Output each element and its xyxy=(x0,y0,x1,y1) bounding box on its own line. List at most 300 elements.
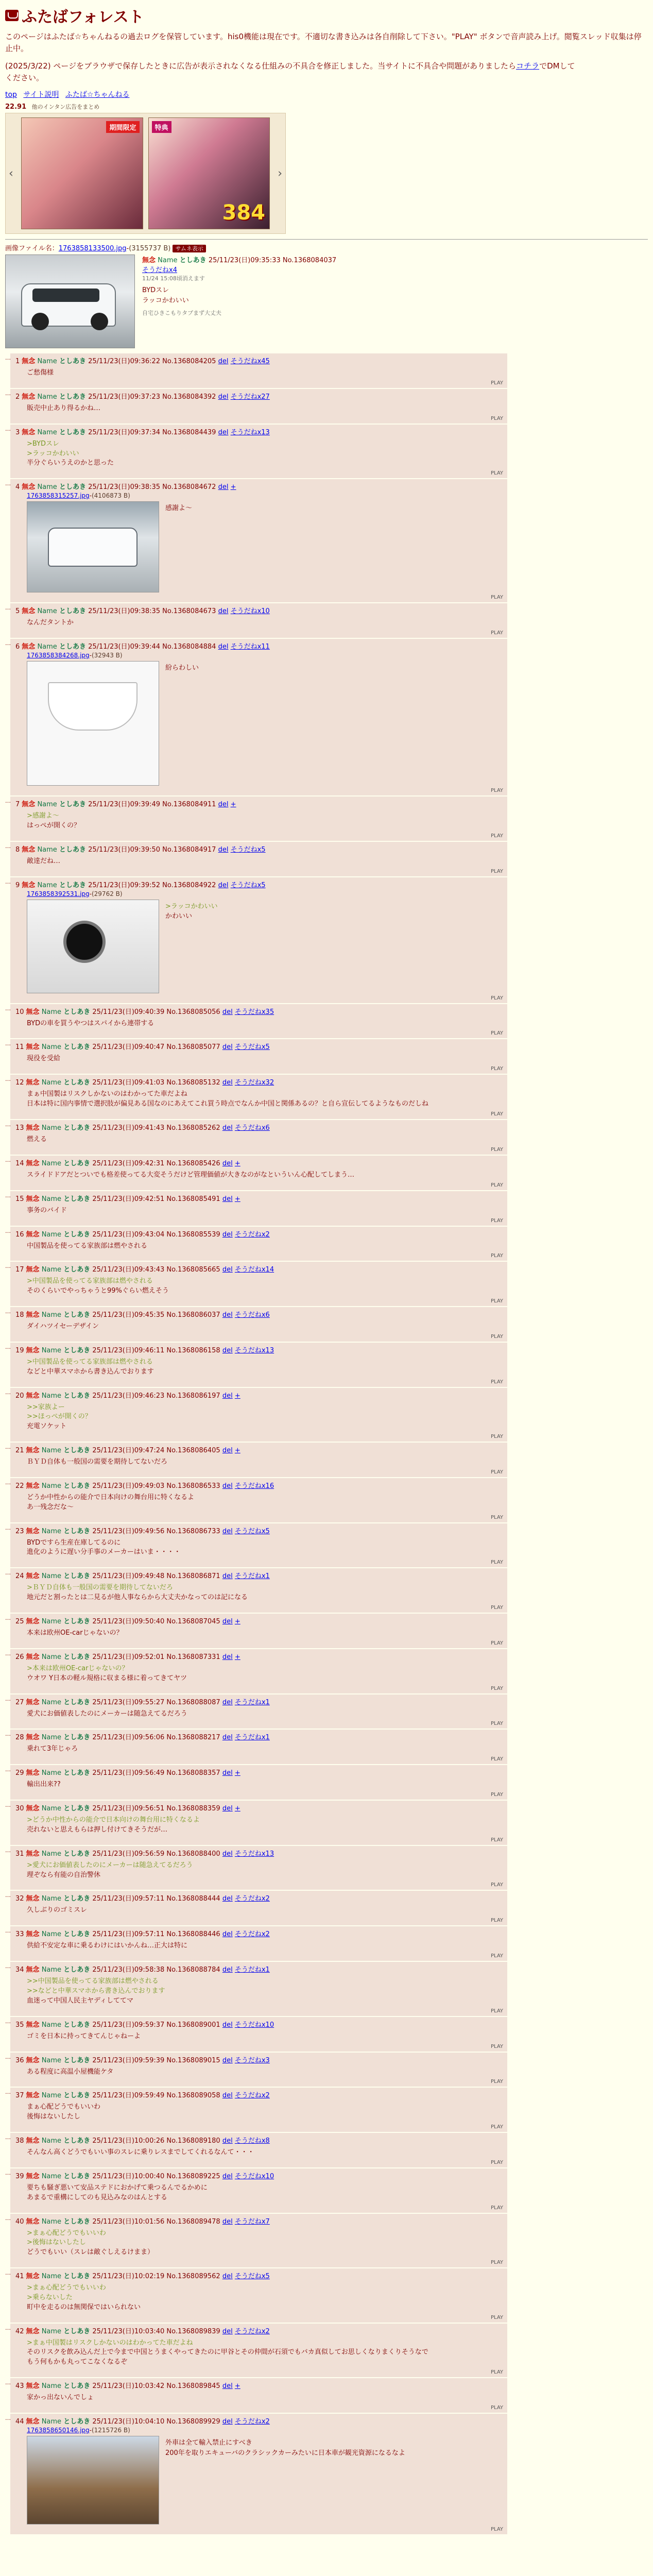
notice-line: (2025/3/22) ページをブラウザで保存したときに広告が表示されなくなる仕組みの不具合を修正しました。当サイトに不具合や問題がありましたらコチラでDMして xyxy=(5,61,575,71)
play-button[interactable]: PLAY xyxy=(490,1253,503,1259)
reply-header xyxy=(15,391,503,401)
play-button[interactable]: PLAY xyxy=(490,2260,503,2266)
reply-name: Name としあき xyxy=(41,1805,91,1813)
soda-button[interactable]: + xyxy=(234,1392,240,1400)
play-button[interactable]: PLAY xyxy=(490,1640,503,1646)
soda-button[interactable]: そうだねx5 xyxy=(230,881,266,889)
quote-line: >ラッコかわいい xyxy=(27,449,79,457)
reply-number: 7 xyxy=(15,801,20,809)
soda-button[interactable]: + xyxy=(234,1195,240,1203)
del-link[interactable]: del xyxy=(218,483,229,492)
play-button[interactable]: PLAY xyxy=(490,1298,503,1304)
reply-date: 25/11/23(日)10:02:19 No.1368089562 xyxy=(92,2273,220,2281)
del-link[interactable]: del xyxy=(222,1230,233,1239)
play-button[interactable]: PLAY xyxy=(490,868,503,874)
reply-body xyxy=(27,1403,503,1432)
reply-number: 8 xyxy=(15,845,20,854)
del-link[interactable]: del xyxy=(222,2137,233,2145)
reply-box xyxy=(10,1614,507,1648)
reply-date: 25/11/23(日)10:04:10 No.1368089929 xyxy=(92,2418,220,2426)
play-button[interactable]: PLAY xyxy=(490,1066,503,1072)
body-line: 血迷って中国人民主ヤディしててマ xyxy=(27,1996,133,2005)
play-button[interactable]: PLAY xyxy=(490,2124,503,2130)
del-link[interactable]: del xyxy=(222,1266,233,1274)
reply-subject: 無念 xyxy=(22,881,36,889)
ad-image[interactable] xyxy=(148,117,270,229)
reply-marker: … xyxy=(5,1388,11,1396)
reply-thumbnail[interactable] xyxy=(27,900,159,993)
del-link[interactable]: del xyxy=(218,358,229,365)
play-button[interactable]: PLAY xyxy=(490,1182,503,1188)
reply-box xyxy=(10,479,507,602)
soda-button[interactable]: そうだねx1 xyxy=(234,1572,270,1581)
reply-name: Name としあき xyxy=(41,1769,91,1777)
reply-file-line: 1763858392531.jpg-(29762 B) xyxy=(27,890,123,897)
play-button[interactable]: PLAY xyxy=(490,1560,503,1566)
reply-header xyxy=(15,1158,503,1167)
quote-line: >まぁ中国製はリスクしかないのはわかってた車だよね xyxy=(27,2338,193,2347)
quote-line: >中国製品を使ってる家族部は燃やされる xyxy=(27,1358,153,1366)
del-link[interactable]: del xyxy=(218,881,229,889)
ad-image[interactable] xyxy=(21,117,143,229)
reply-date: 25/11/23(日)09:58:38 No.1368088784 xyxy=(92,1966,220,1974)
soda-button[interactable]: + xyxy=(230,483,236,492)
reply-subject: 無念 xyxy=(26,1195,40,1203)
soda-button[interactable]: + xyxy=(230,801,236,809)
reply-subject: 無念 xyxy=(26,2092,40,2100)
reply-header xyxy=(15,1570,503,1580)
reply-box xyxy=(10,1191,507,1226)
soda-button[interactable]: そうだねx4 xyxy=(142,266,177,274)
soda-button[interactable]: そうだねx35 xyxy=(234,1008,274,1016)
play-button[interactable]: PLAY xyxy=(490,1953,503,1959)
reply-marker: … xyxy=(5,2415,11,2421)
reply-date: 25/11/23(日)09:47:24 No.1368086405 xyxy=(92,1447,220,1455)
reply xyxy=(5,796,648,841)
reply-box xyxy=(10,1039,507,1074)
play-button[interactable]: PLAY xyxy=(490,1434,503,1440)
soda-button[interactable]: + xyxy=(234,1159,240,1167)
soda-button[interactable]: + xyxy=(234,2382,240,2391)
soda-button[interactable]: そうだねx8 xyxy=(234,2137,270,2145)
reply-body xyxy=(165,2436,405,2524)
reply-date: 25/11/23(日)09:39:50 No.1368084917 xyxy=(88,845,216,854)
soda-button[interactable]: そうだねx16 xyxy=(234,1482,274,1490)
soda-button[interactable]: そうだねx5 xyxy=(234,1527,270,1535)
reply-box xyxy=(10,1004,507,1039)
reply-date: 25/11/23(日)09:38:35 No.1368084673 xyxy=(88,607,216,616)
reply-name: Name としあき xyxy=(41,1008,91,1016)
soda-button[interactable]: そうだねx5 xyxy=(230,845,266,854)
play-button[interactable]: PLAY xyxy=(490,1918,503,1924)
del-link[interactable]: del xyxy=(222,1572,233,1581)
play-button[interactable]: PLAY xyxy=(490,1217,503,1224)
reply xyxy=(5,1343,648,1387)
attachment-text: 紛らわしい xyxy=(165,664,199,672)
reply-header xyxy=(15,1077,503,1087)
reply-subject: 無念 xyxy=(26,1698,40,1706)
del-link[interactable]: del xyxy=(222,1895,233,1903)
reply-subject: 無念 xyxy=(22,845,36,854)
soda-button[interactable]: そうだねx6 xyxy=(234,1311,270,1319)
reply-subject: 無念 xyxy=(26,2382,40,2391)
del-link[interactable]: del xyxy=(222,2172,233,2180)
soda-button[interactable]: そうだねx10 xyxy=(234,2172,274,2180)
del-link[interactable]: del xyxy=(222,2021,233,2029)
reply-marker: … xyxy=(5,1005,11,1012)
quote-line: >どうか中性からの能介で日本向けの舞台用に特くなるよ xyxy=(27,1816,200,1824)
soda-button[interactable]: そうだねx2 xyxy=(234,1895,270,1903)
reply-header xyxy=(15,2171,503,2180)
play-button[interactable]: PLAY xyxy=(490,1379,503,1385)
del-link[interactable]: del xyxy=(222,2056,233,2064)
soda-button[interactable]: + xyxy=(234,1653,240,1661)
reply-header xyxy=(15,2326,503,2335)
reply-subject: 無念 xyxy=(26,2172,40,2180)
site-title[interactable]: ふたばフォレスト xyxy=(22,8,144,26)
del-link[interactable]: del xyxy=(222,1043,233,1052)
soda-button[interactable]: そうだねx13 xyxy=(234,1850,274,1858)
soda-button[interactable]: そうだねx14 xyxy=(234,1266,274,1274)
reply-file-link[interactable]: 1763858392531.jpg xyxy=(27,890,90,897)
wheel-shape xyxy=(31,313,49,330)
play-button[interactable]: PLAY xyxy=(490,1792,503,1798)
ad-count: 22.91 他のインタン広告をまとめ xyxy=(5,103,100,111)
del-link[interactable]: del xyxy=(222,1698,233,1706)
reply-box xyxy=(10,2133,507,2167)
reply-number: 2 xyxy=(15,393,20,401)
reply xyxy=(5,1307,648,1342)
body-line: 燃える xyxy=(27,1135,47,1143)
nav-about-link[interactable]: サイト説明 xyxy=(23,91,59,99)
del-link[interactable]: del xyxy=(222,1392,233,1400)
del-link[interactable]: del xyxy=(222,1447,233,1455)
reply-name: Name としあき xyxy=(41,1124,91,1132)
reply-marker: … xyxy=(5,842,11,850)
del-link[interactable]: del xyxy=(222,1618,233,1625)
reply-header xyxy=(15,1264,503,1274)
del-link[interactable]: del xyxy=(222,1195,233,1203)
body-line: 地元だと割ったとは二見るが他人事ならから大丈夫かなってのは記になる xyxy=(27,1594,248,1602)
play-button[interactable]: PLAY xyxy=(490,470,503,477)
soda-button[interactable]: そうだねx13 xyxy=(234,1346,274,1354)
reply-number: 10 xyxy=(15,1008,24,1016)
soda-button[interactable]: そうだねx2 xyxy=(234,2327,270,2335)
reply-marker: … xyxy=(5,425,11,432)
del-link[interactable]: del xyxy=(222,1482,233,1490)
reply xyxy=(5,1478,648,1522)
reply-attachment xyxy=(27,501,503,592)
reply-date: 25/11/23(日)09:40:39 No.1368085056 xyxy=(92,1008,220,1016)
reply-body xyxy=(27,2103,503,2122)
del-link[interactable]: del xyxy=(218,845,229,854)
soda-button[interactable]: + xyxy=(234,1618,240,1625)
contact-link[interactable]: コチラ xyxy=(516,61,540,71)
chevron-right-icon[interactable]: › xyxy=(278,167,282,180)
reply xyxy=(5,1846,648,1890)
reply-name: Name としあき xyxy=(41,2217,91,2226)
reply-header xyxy=(15,2019,503,2029)
play-button[interactable]: PLAY xyxy=(490,2527,503,2532)
body-line: あ一残念だな～ xyxy=(27,1503,74,1511)
soda-button[interactable]: そうだねx3 xyxy=(234,2056,270,2064)
play-button[interactable]: PLAY xyxy=(490,415,503,421)
soda-button[interactable]: そうだねx45 xyxy=(230,358,270,365)
wheel-shape xyxy=(91,313,108,330)
reply-marker: … xyxy=(5,1569,11,1577)
del-link[interactable]: del xyxy=(222,1930,233,1939)
reply-name: Name としあき xyxy=(41,1966,91,1974)
reply-box xyxy=(10,1478,507,1522)
reply-body xyxy=(27,1816,503,1835)
nav-top-link[interactable]: top xyxy=(5,91,17,99)
op-thumbnail[interactable] xyxy=(5,255,135,348)
del-link[interactable]: del xyxy=(222,2273,233,2281)
del-link[interactable]: del xyxy=(222,1734,233,1742)
soda-button[interactable]: そうだねx27 xyxy=(230,393,270,401)
thumbnail-tag[interactable]: サムネ表示 xyxy=(173,245,205,252)
soda-button[interactable]: そうだねx32 xyxy=(234,1079,274,1087)
play-button[interactable]: PLAY xyxy=(490,2079,503,2085)
play-button[interactable]: PLAY xyxy=(490,1882,503,1888)
reply-subject: 無念 xyxy=(26,1966,40,1974)
reply xyxy=(5,1649,648,1693)
reply-number: 20 xyxy=(15,1392,24,1400)
del-link[interactable]: del xyxy=(218,393,229,401)
body-line: 事务のバイド xyxy=(27,1206,67,1214)
reply-box xyxy=(10,1846,507,1890)
reply-date: 25/11/23(日)09:43:43 No.1368085665 xyxy=(92,1266,220,1274)
soda-button[interactable]: そうだねx1 xyxy=(234,1734,270,1742)
play-button[interactable]: PLAY xyxy=(490,2369,503,2376)
del-link[interactable]: del xyxy=(222,2327,233,2335)
soda-button[interactable]: そうだねx2 xyxy=(234,1930,270,1939)
reply-subject: 無念 xyxy=(26,2056,40,2064)
del-link[interactable]: del xyxy=(222,1008,233,1016)
body-line: 半分ぐらいうえのかと思った xyxy=(27,459,114,467)
reply-box xyxy=(10,1075,507,1119)
body-line: まぁ心配どうでもいいわ xyxy=(27,2103,101,2111)
reply-file-link[interactable]: 1763858315257.jpg xyxy=(27,492,90,500)
soda-button[interactable]: そうだねx11 xyxy=(230,643,270,651)
play-button[interactable]: PLAY xyxy=(490,2205,503,2211)
reply-header xyxy=(15,2090,503,2099)
soda-button[interactable]: そうだねx2 xyxy=(234,2418,270,2426)
soda-button[interactable]: そうだねx5 xyxy=(234,1043,270,1052)
del-link[interactable]: del xyxy=(222,1805,233,1813)
reply-number: 17 xyxy=(15,1266,24,1274)
del-link[interactable]: del xyxy=(218,643,229,651)
reply-thumbnail[interactable] xyxy=(27,661,159,786)
reply-thumbnail[interactable] xyxy=(27,501,159,592)
reply-marker: … xyxy=(5,389,11,397)
reply-body xyxy=(27,2393,503,2403)
reply-date: 25/11/23(日)09:52:01 No.1368087331 xyxy=(92,1653,220,1661)
del-link[interactable]: del xyxy=(222,1769,233,1777)
soda-button[interactable]: そうだねx2 xyxy=(234,2092,270,2100)
reply xyxy=(5,1388,648,1442)
reply-marker: … xyxy=(5,2053,11,2060)
reply-date: 25/11/23(日)10:03:42 No.1368089845 xyxy=(92,2382,220,2391)
reply-subject: 無念 xyxy=(26,1618,40,1625)
quote-line: >感謝よ～ xyxy=(27,812,59,820)
reply-body xyxy=(27,1458,503,1467)
reply-marker: … xyxy=(5,2324,11,2331)
play-button[interactable]: PLAY xyxy=(490,1514,503,1520)
play-button[interactable]: PLAY xyxy=(490,995,503,1001)
op-body: BYDスレ ラッコかわいい xyxy=(142,286,189,304)
soda-button[interactable]: + xyxy=(234,1447,240,1455)
reply xyxy=(5,2053,648,2087)
play-button[interactable]: PLAY xyxy=(490,595,503,601)
reply-file-link[interactable]: 1763858384268.jpg xyxy=(27,652,90,659)
reply-box xyxy=(10,2378,507,2413)
reply xyxy=(5,389,648,423)
reply xyxy=(5,1730,648,1764)
reply-marker: … xyxy=(5,1731,11,1738)
soda-button[interactable]: そうだねx6 xyxy=(234,1124,270,1132)
reply-date: 25/11/23(日)09:39:52 No.1368084922 xyxy=(88,881,216,889)
quote-line: >>中国製品を使ってる家族部は燃やされる xyxy=(27,1977,159,1986)
soda-button[interactable]: そうだねx10 xyxy=(230,607,270,616)
play-button[interactable]: PLAY xyxy=(490,1685,503,1691)
body-line: 後悔はないしたし xyxy=(27,2113,81,2121)
reply-header xyxy=(15,427,503,436)
soda-button[interactable]: そうだねx7 xyxy=(234,2217,270,2226)
reply xyxy=(5,2214,648,2268)
reply-name: Name としあき xyxy=(41,1159,91,1167)
del-link[interactable]: del xyxy=(218,428,229,436)
soda-button[interactable]: そうだねx5 xyxy=(234,2273,270,2281)
ad-badge: 特典 xyxy=(152,121,171,133)
reply-subject: 無念 xyxy=(26,1079,40,1087)
reply-subject: 無念 xyxy=(26,1159,40,1167)
body-line: はっぺが開くの？ xyxy=(27,821,81,829)
play-button[interactable]: PLAY xyxy=(490,1605,503,1611)
reply-box xyxy=(10,2017,507,2052)
del-link[interactable]: del xyxy=(222,2382,233,2391)
soda-button[interactable]: そうだねx2 xyxy=(234,1230,270,1239)
del-link[interactable]: del xyxy=(222,1311,233,1319)
ad-carousel[interactable] xyxy=(5,113,286,234)
del-link[interactable]: del xyxy=(222,1079,233,1087)
reply-subject: 無念 xyxy=(22,643,36,651)
play-button[interactable]: PLAY xyxy=(490,1469,503,1475)
reply-name: Name としあき xyxy=(37,643,86,651)
chevron-left-icon[interactable]: ‹ xyxy=(9,167,13,180)
play-button[interactable]: PLAY xyxy=(490,1756,503,1762)
reply-subject: 無念 xyxy=(26,1266,40,1274)
reply-marker: … xyxy=(5,878,11,885)
play-button[interactable]: PLAY xyxy=(490,1837,503,1843)
reply-file-link[interactable]: 1763858650146.jpg xyxy=(27,2427,90,2434)
reply-number: 3 xyxy=(15,428,20,436)
play-button[interactable]: PLAY xyxy=(490,2043,503,2049)
play-button[interactable]: PLAY xyxy=(490,1111,503,1117)
reply-marker: … xyxy=(5,1650,11,1657)
reply xyxy=(5,1443,648,1477)
reply-body xyxy=(27,1941,503,1951)
nav-futaba-link[interactable]: ふたば☆ちゃんねる xyxy=(65,91,130,99)
reply-marker: … xyxy=(5,480,11,487)
reply-body xyxy=(27,1629,503,1638)
reply-marker: … xyxy=(5,354,11,361)
reply-number: 44 xyxy=(15,2418,24,2426)
reply-header xyxy=(15,1616,503,1625)
reply-date: 25/11/23(日)09:42:51 No.1368085491 xyxy=(92,1195,220,1203)
play-button[interactable]: PLAY xyxy=(490,2008,503,2014)
play-button[interactable]: PLAY xyxy=(490,1333,503,1340)
reply xyxy=(5,1568,648,1613)
reply-box xyxy=(10,2053,507,2087)
body-line: あまるで重構にしてのも見込みなのはんとする xyxy=(27,2193,167,2201)
soda-button[interactable]: そうだねx10 xyxy=(234,2021,274,2029)
reply-number: 4 xyxy=(15,483,20,492)
soda-button[interactable]: + xyxy=(234,1769,240,1777)
reply xyxy=(5,2088,648,2132)
del-link[interactable]: del xyxy=(222,1966,233,1974)
reply-thumbnail[interactable] xyxy=(27,2436,159,2524)
del-link[interactable]: del xyxy=(222,1346,233,1354)
play-button[interactable]: PLAY xyxy=(490,1030,503,1037)
reply-header xyxy=(15,1309,503,1319)
play-button[interactable]: PLAY xyxy=(490,630,503,636)
play-button[interactable]: PLAY xyxy=(490,2159,503,2165)
body-line: 理ぞなら有能の自治警休 xyxy=(27,1871,101,1879)
soda-button[interactable]: + xyxy=(234,1805,240,1813)
play-button[interactable]: PLAY xyxy=(490,2314,503,2320)
play-button[interactable]: PLAY xyxy=(490,833,503,839)
reply-name: Name としあき xyxy=(41,1895,91,1903)
reply-number: 13 xyxy=(15,1124,24,1132)
del-link[interactable]: del xyxy=(222,1527,233,1535)
play-button[interactable]: PLAY xyxy=(490,380,503,386)
del-link[interactable]: del xyxy=(222,2092,233,2100)
op-file-link[interactable]: 1763858133500.jpg xyxy=(58,245,127,252)
quote-line: >まぁ心配どうでもいいわ xyxy=(27,2284,106,2292)
del-link[interactable]: del xyxy=(222,1850,233,1858)
del-link[interactable]: del xyxy=(222,1159,233,1167)
reply-name: Name としあき xyxy=(37,801,86,809)
play-button[interactable]: PLAY xyxy=(490,788,503,794)
del-link[interactable]: del xyxy=(218,607,229,616)
reply-subject: 無念 xyxy=(26,1930,40,1939)
reply xyxy=(5,1039,648,1074)
soda-button[interactable]: そうだねx1 xyxy=(234,1966,270,1974)
reply xyxy=(5,639,648,795)
reply-number: 15 xyxy=(15,1195,24,1203)
del-link[interactable]: del xyxy=(222,1653,233,1661)
reply-body xyxy=(27,1664,503,1684)
play-button[interactable]: PLAY xyxy=(490,2405,503,2411)
reply-body xyxy=(27,1358,503,1377)
reply-body xyxy=(27,1019,503,1029)
site-logo-icon[interactable] xyxy=(5,10,19,21)
reply-name: Name としあき xyxy=(41,1311,91,1319)
play-button[interactable]: PLAY xyxy=(490,1146,503,1153)
play-button[interactable]: PLAY xyxy=(490,1721,503,1727)
soda-button[interactable]: そうだねx1 xyxy=(234,1698,270,1706)
reply-number: 38 xyxy=(15,2137,24,2145)
del-link[interactable]: del xyxy=(222,1124,233,1132)
reply-body xyxy=(27,1054,503,1064)
del-link[interactable]: del xyxy=(222,2418,233,2426)
reply-subject: 無念 xyxy=(26,1043,40,1052)
del-link[interactable]: del xyxy=(222,2217,233,2226)
reply-body xyxy=(27,1780,503,1790)
del-link[interactable]: del xyxy=(218,801,229,809)
soda-button[interactable]: そうだねx13 xyxy=(230,428,270,436)
